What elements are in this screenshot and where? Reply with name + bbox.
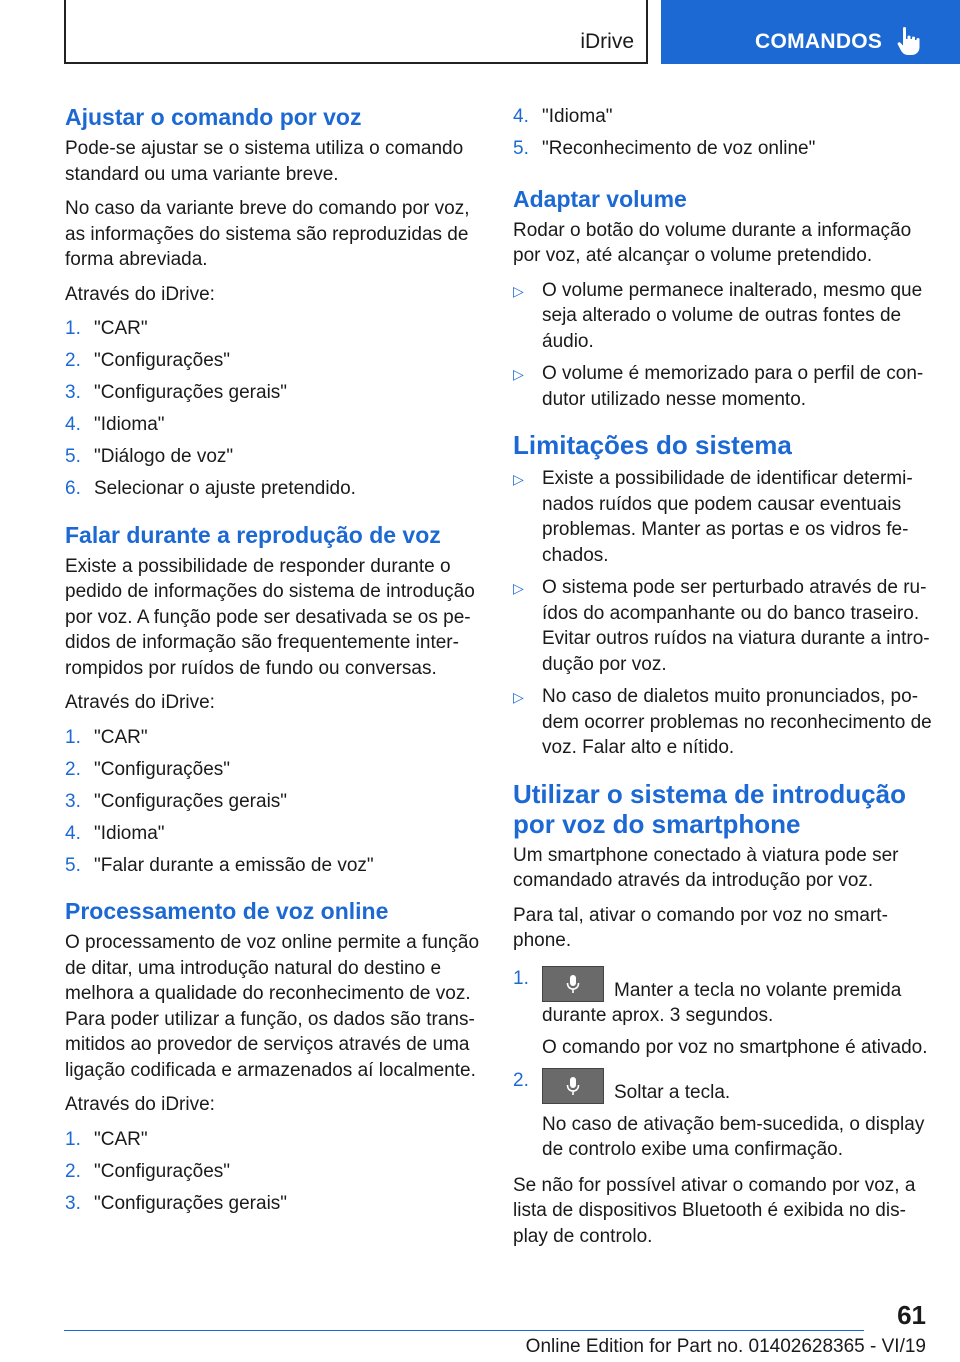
section-title: Processamento de voz online	[65, 898, 389, 924]
step-number: 5.	[65, 854, 81, 876]
paragraph: Se não for possível ativar o comando por voz, a lista de dispositivos Bluetooth é exibida no display de controlo.	[513, 1174, 916, 1247]
section-title: Ajustar o comando por voz	[65, 104, 362, 130]
triangle-bullet-icon: ▷	[513, 580, 524, 596]
bullet-text: No caso de dialetos muito pronunciados, podem ocorrer problemas no reconhecimento de voz. Falar alto e nítido.	[542, 686, 932, 758]
step-item	[65, 412, 485, 438]
section-adapt-volume	[513, 184, 933, 413]
section-smartphone-voice	[513, 779, 933, 1250]
step-result: O comando por voz no smartphone é ativado.	[542, 1036, 928, 1058]
step-item	[65, 316, 485, 342]
step-number: 3.	[65, 382, 81, 403]
step-result: No caso de ativação bem-sucedida, o display de controlo exibe uma confirmação.	[542, 1113, 925, 1160]
step-number: 4.	[513, 106, 529, 127]
step-item	[65, 757, 485, 783]
step-text: Manter a tecla no volante premida durante aprox. 3 segundos.	[542, 979, 902, 1026]
page-number: 61	[897, 1300, 926, 1330]
paragraph: Rodar o botão do volume durante a informação por voz, até alcançar o volume pretendido.	[513, 219, 912, 266]
step-item	[65, 380, 485, 406]
bullet-list	[513, 278, 933, 413]
step-text: "Configurações gerais"	[94, 790, 288, 812]
step-item	[65, 789, 485, 815]
step-number: 1.	[65, 1128, 81, 1150]
step-number: 1.	[65, 726, 81, 748]
steering-voice-button	[542, 1068, 604, 1104]
step-item	[65, 1191, 485, 1217]
bullet-list	[513, 466, 933, 761]
step-list-continued	[513, 104, 933, 162]
step-text: "Configurações gerais"	[94, 1192, 288, 1214]
step-number: 5.	[65, 446, 81, 467]
paragraph: Através do iDrive:	[65, 692, 215, 713]
step-item	[513, 1068, 933, 1163]
triangle-bullet-icon: ▷	[513, 471, 524, 487]
step-item	[65, 348, 485, 374]
step-text: "CAR"	[94, 318, 148, 339]
bullet-item	[513, 278, 933, 355]
bullet-item	[513, 361, 933, 412]
step-list	[65, 1127, 485, 1217]
step-text: "Configurações"	[94, 350, 231, 371]
steering-voice-button	[542, 966, 604, 1002]
paragraph: O processamento de voz online permite a função de ditar, uma introdução natural do destino e melhora a qualidade do reconhecimento de voz. Para poder utilizar a função, os dados são transmitidos ao provedor de serviços através de uma ligação codificada e armazenados aí localmente.	[65, 932, 480, 1081]
microphone-icon	[565, 974, 581, 994]
section-system-limitations	[513, 430, 933, 761]
step-text: "Configurações gerais"	[94, 382, 288, 403]
triangle-bullet-icon: ▷	[513, 689, 524, 705]
footer-divider	[64, 1330, 864, 1331]
paragraph: No caso da variante breve do comando por voz, as informações do sistema são reproduzidas de forma abreviada.	[65, 198, 470, 270]
bullet-text: Existe a possibilidade de identificar determinados ruídos que podem causar eventuais problemas. Manter as portas e os vidros fechados.	[542, 468, 913, 566]
step-list	[513, 966, 933, 1163]
step-number: 3.	[65, 790, 81, 812]
bullet-text: O volume permanece inalterado, mesmo que seja alterado o volume de outras fontes de áudio.	[542, 279, 923, 352]
step-text: Soltar a tecla.	[614, 1082, 731, 1103]
step-number: 2.	[65, 1160, 81, 1182]
step-text: "Reconhecimento de voz online"	[542, 138, 816, 159]
bullet-item	[513, 575, 933, 677]
step-item	[65, 725, 485, 751]
section-title: Utilizar o sistema de introdução por voz do smartphone	[513, 778, 906, 839]
step-text: "Idioma"	[94, 414, 165, 435]
step-text: "CAR"	[94, 726, 148, 748]
step-number: 4.	[65, 822, 81, 844]
step-list	[65, 316, 485, 502]
step-item	[65, 476, 485, 502]
pointing-hand-icon	[897, 26, 923, 56]
step-text: "Configurações"	[94, 758, 231, 780]
step-number: 2.	[65, 350, 81, 371]
bullet-item	[513, 684, 933, 761]
step-text: "Idioma"	[94, 822, 165, 844]
footer-edition: Online Edition for Part no. 01402628365 - VI/19	[525, 1336, 926, 1357]
step-number: 1.	[65, 318, 81, 339]
step-text: "Configurações"	[94, 1160, 231, 1182]
paragraph: Para tal, ativar o comando por voz no smartphone.	[513, 904, 888, 951]
section-talk-during-playback	[65, 520, 485, 879]
bullet-text: O sistema pode ser perturbado através de ruídos do acompanhante ou do banco traseiro. Evitar outros ruídos na viatura durante a introdução por voz.	[542, 577, 930, 675]
step-item	[65, 821, 485, 847]
paragraph: Pode-se ajustar se o sistema utiliza o comando standard ou uma variante breve.	[65, 138, 464, 185]
bullet-item	[513, 466, 933, 568]
section-voice-command-setting	[65, 102, 485, 502]
step-number: 3.	[65, 1192, 81, 1214]
step-item	[513, 966, 933, 1061]
step-number: 6.	[65, 478, 81, 499]
section-title: Limitações do sistema	[513, 430, 792, 460]
step-text: "CAR"	[94, 1128, 148, 1150]
section-label: iDrive	[580, 30, 634, 53]
step-text: Selecionar o ajuste pretendido.	[94, 478, 356, 499]
section-online-voice-processing	[65, 896, 485, 1216]
header-chapter-tab	[661, 0, 960, 64]
right-column	[513, 104, 933, 1258]
step-number: 2.	[65, 758, 81, 780]
chapter-label: COMANDOS	[755, 30, 883, 53]
step-item	[513, 136, 933, 162]
paragraph: Um smartphone conectado à viatura pode ser comandado através da introdução por voz.	[513, 844, 899, 891]
paragraph: Através do iDrive:	[65, 283, 215, 305]
step-number: 5.	[513, 138, 529, 159]
step-item	[65, 1127, 485, 1153]
step-item	[65, 1159, 485, 1185]
step-text: "Idioma"	[542, 106, 613, 127]
paragraph: Através do iDrive:	[65, 1094, 215, 1115]
triangle-bullet-icon: ▷	[513, 282, 524, 299]
step-number: 1.	[513, 967, 529, 989]
step-text: "Falar durante a emissão de voz"	[94, 854, 374, 876]
step-list	[65, 725, 485, 879]
step-item	[65, 444, 485, 470]
step-number: 4.	[65, 414, 81, 435]
step-number: 2.	[513, 1070, 529, 1091]
step-item	[513, 104, 933, 130]
microphone-icon	[565, 1076, 581, 1096]
step-item	[65, 853, 485, 879]
section-title: Adaptar volume	[513, 185, 687, 212]
header-section-box	[64, 0, 648, 64]
step-text: "Diálogo de voz"	[94, 446, 234, 467]
bullet-text: O volume é memorizado para o perfil de condutor utilizado nesse momento.	[542, 363, 924, 410]
section-title: Falar durante a reprodução de voz	[65, 521, 441, 548]
triangle-bullet-icon: ▷	[513, 366, 524, 382]
left-column	[65, 102, 485, 1226]
paragraph: Existe a possibilidade de responder durante o pedido de informações do sistema de introdução por voz. A função pode ser desativada se os pedidos de informação são frequentemente interrompidos por ruídos de fundo ou conversas.	[65, 555, 475, 679]
